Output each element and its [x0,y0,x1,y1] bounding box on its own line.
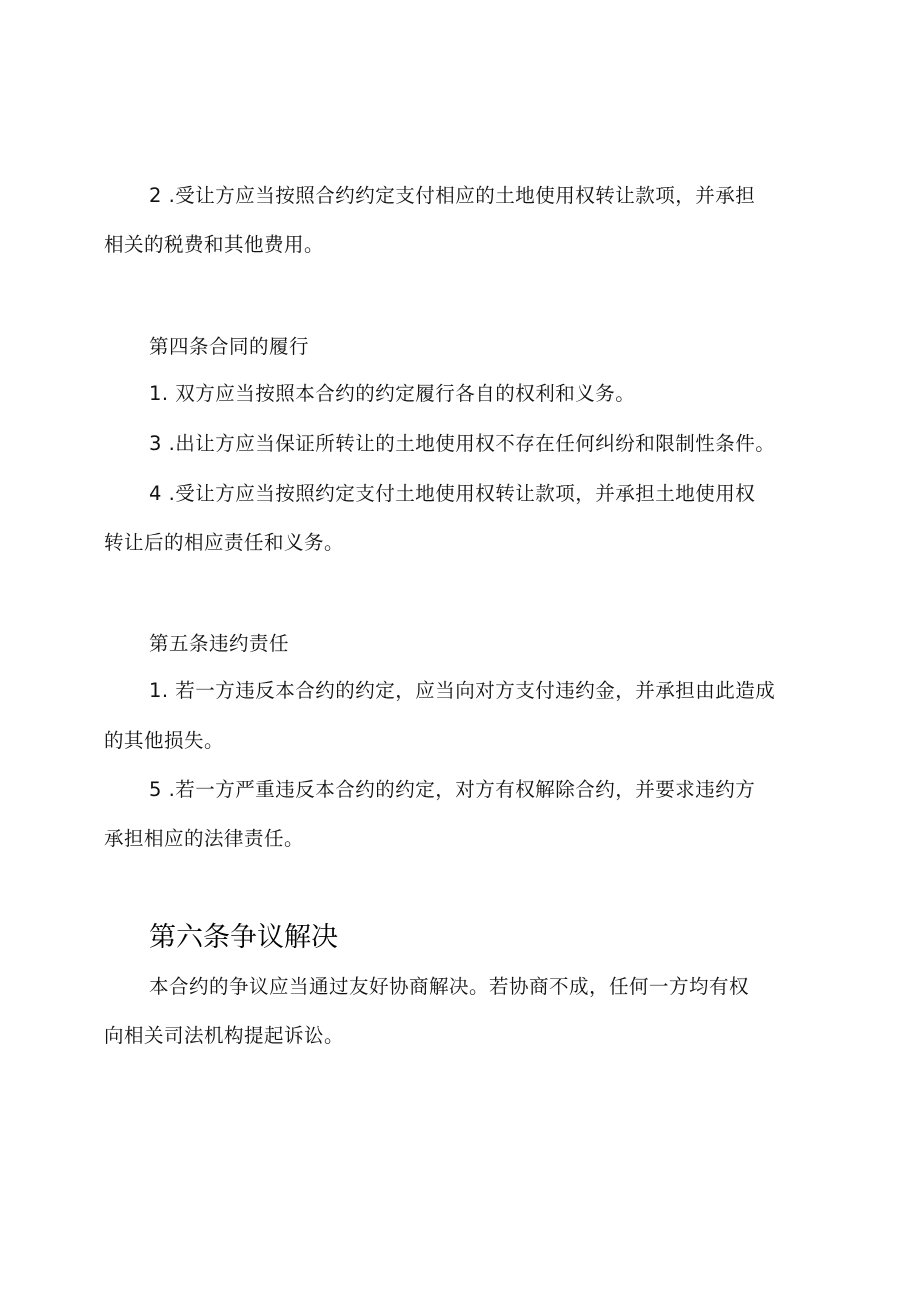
section5-item1-line1: 1. 若一方违反本合约的约定，应当向对方支付违约金，并承担由此造成 [149,679,776,702]
section4-item4-line1: 4 .受让方应当按照约定支付土地使用权转让款项，并承担土地使用权 [149,482,756,505]
section4-item3: 3 .出让方应当保证所转让的土地使用权不存在任何纠纷和限制性条件。 [149,432,776,455]
section4-heading: 第四条合同的履行 [149,335,310,358]
section3-item2-line1: 2 .受让方应当按照合约约定支付相应的土地使用权转让款项，并承担 [149,184,756,207]
section5-item1-line2: 的其他损失。 [104,729,225,752]
section4-item4-line2: 转让后的相应责任和义务。 [104,531,345,554]
section5-item5-line1: 5 .若一方严重违反本合约的约定，对方有权解除合约，并要求违约方 [149,778,756,801]
section6-text-line1: 本合约的争议应当通过友好协商解决。若协商不成，任何一方均有权 [149,975,750,998]
section6-heading: 第六条争议解决 [149,922,338,953]
section6-text-line2: 向相关司法机构提起诉讼。 [104,1024,345,1047]
section4-item1: 1. 双方应当按照本合约的约定履行各自的权利和义务。 [149,382,636,405]
section5-item5-line2: 承担相应的法律责任。 [104,827,305,850]
section5-heading: 第五条违约责任 [149,632,290,655]
section3-item2-line2: 相关的税费和其他费用。 [104,233,325,256]
